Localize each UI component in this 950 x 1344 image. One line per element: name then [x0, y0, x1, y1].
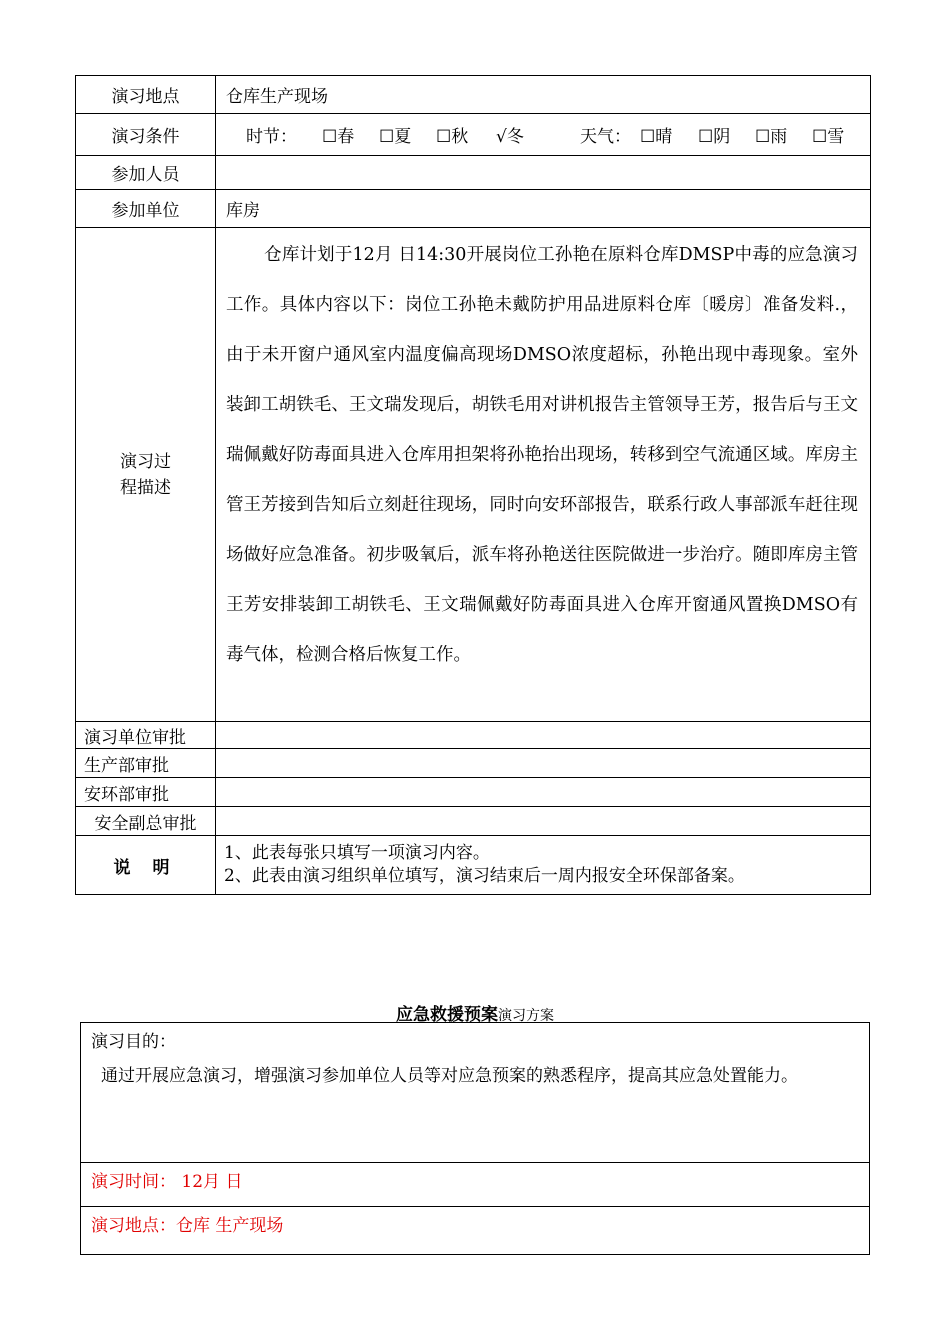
plan-title-rest: 演习方案 — [498, 1008, 554, 1024]
notes-label: 说 明 — [76, 836, 216, 895]
location-value: 仓库生产现场 — [216, 76, 871, 114]
approval-unit-label: 演习单位审批 — [76, 722, 216, 749]
plan-time: 演习时间： 12月 日 — [81, 1163, 870, 1207]
approval-production-value — [216, 749, 871, 778]
purpose-cell — [81, 1023, 870, 1163]
participants-value — [216, 156, 871, 190]
weather-sunny: ☐晴 — [640, 127, 673, 147]
season-summer: ☐夏 — [379, 127, 412, 147]
season-winter: √冬 — [496, 127, 524, 147]
note-1: 1、此表每张只填写一项演习内容。 — [224, 843, 490, 863]
participants-label: 参加人员 — [76, 156, 216, 190]
units-value: 库房 — [216, 190, 871, 228]
process-description — [216, 228, 871, 722]
note-2: 2、此表由演习组织单位填写，演习结束后一周内报安全环保部备案。 — [224, 866, 745, 886]
approval-production-label: 生产部审批 — [76, 749, 216, 778]
weather-snow: ☐雪 — [812, 127, 845, 147]
approval-deputy-value — [216, 807, 871, 836]
units-label: 参加单位 — [76, 190, 216, 228]
weather-rain: ☐雨 — [755, 127, 788, 147]
weather-cloudy: ☐阴 — [698, 127, 731, 147]
weather-label: 天气： — [580, 127, 631, 147]
process-label-line1: 演习过 — [120, 451, 171, 472]
process-label — [76, 228, 216, 722]
notes-cell — [216, 836, 871, 895]
purpose-label: 演习目的： — [91, 1032, 176, 1052]
season-autumn: ☐秋 — [436, 127, 469, 147]
approval-safety-value — [216, 778, 871, 807]
conditions-label: 演习条件 — [76, 114, 216, 156]
plan-location: 演习地点：仓库 生产现场 — [81, 1207, 870, 1255]
location-label: 演习地点 — [76, 76, 216, 114]
conditions-cell — [216, 114, 871, 156]
approval-safety-label: 安环部审批 — [76, 778, 216, 807]
approval-unit-value — [216, 722, 871, 749]
approval-deputy-label: 安全副总审批 — [76, 807, 216, 836]
drill-plan-table — [80, 1022, 870, 1255]
season-label: 时节： — [246, 127, 297, 147]
purpose-text: 通过开展应急演习，增强演习参加单位人员等对应急预案的熟悉程序，提高其应急处置能力。 — [101, 1066, 798, 1086]
process-label-line2: 程描述 — [120, 477, 171, 498]
drill-record-table — [75, 75, 871, 895]
process-text: 仓库计划于12月 日14:30开展岗位工孙艳在原料仓库DMSP中毒的应急演习工作。具体内容以下：岗位工孙艳未戴防护用品进原料仓库〔暖房〕准备发料.，由于未开窗户通风室内温度偏高现场DMSO浓度超标，孙艳出现中毒现象。室外装卸工胡铁毛、王文瑞发现后，胡铁毛用对讲机报告主管领导王芳，报告后与王文瑞佩戴好防毒面具进入仓库用担架将孙艳抬出现场，转移到空气流通区域。库房主管王芳接到告知后立刻赶往现场，同时向安环部报告，联系行政人事部派车赶往现场做好应急准备。初步吸氧后，派车将孙艳送往医院做进一步治疗。随即库房主管王芳安排装卸工胡铁毛、王文瑞佩戴好防毒面具进入仓库开窗通风置换DMSO有毒气体，检测合格后恢复工作。 — [226, 245, 858, 665]
season-spring: ☐春 — [322, 127, 355, 147]
plan-title-bold: 应急救援预案 — [396, 1005, 498, 1025]
